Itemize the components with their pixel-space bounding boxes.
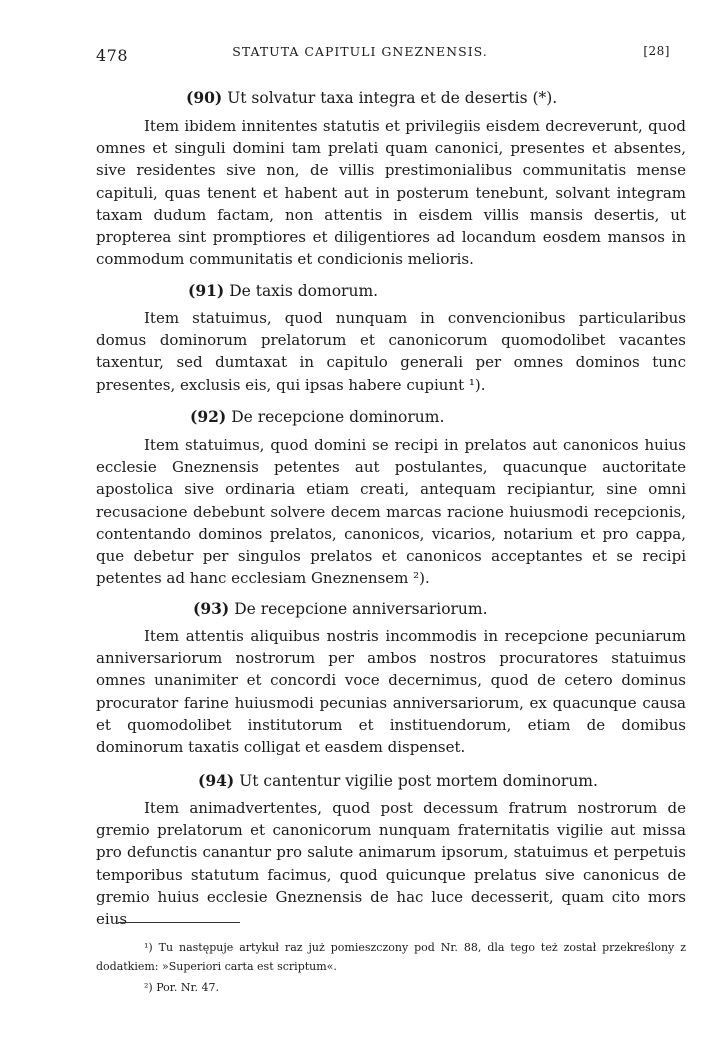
footnote-1: ¹) Tu następuje artykuł raz już pomieszczony pod Nr. 88, dla tego też został przekreślony z dodatkiem: »Superiori carta est scriptum«.	[96, 941, 686, 973]
section-number: (94)	[198, 771, 235, 790]
section-reference: [28]	[643, 44, 670, 58]
section-heading-94	[198, 771, 720, 790]
section-title: De taxis domorum.	[229, 282, 379, 300]
section-text-92: Item statuimus, quod domini se recipi in prelatos aut canonicos huius ecclesie Gneznensis petentes aut postulantes, quacunque auctoritate apostolica sive ordinaria etiam creati, antequam recipiantur, sine omni recusacione debebunt solvere decem marcas racione huiusmodi recepcionis, contentando dominos prelatos, canonicos, vicarios, notarium et pro cappa, que debetur per singulos prelatos et canonicos acceptantes et se recipi petentes ad hanc ecclesiam Gneznensem ²).	[96, 436, 686, 588]
section-text-93: Item attentis aliquibus nostris incommodis in recepcione pecuniarum anniversariorum nostrorum per ambos nostros procuratores statuimus omnes unanimiter et concordi voce decernimus, quod de cetero dominus procurator farine huiusmodi pecunias anniversariorum, ex quacunque causa et quomodolibet institutorum et instituendorum, etiam de domibus dominorum taxatis colligat et easdem dispenset.	[96, 627, 686, 757]
section-title: Ut solvatur taxa integra et de desertis (*).	[227, 89, 558, 107]
footnote-divider	[118, 922, 240, 923]
section-text-94: Item animadvertentes, quod post decessum fratrum nostrorum de gremio prelatorum et canonicorum nunquam fraternitatis vigilie aut missa pro defunctis canantur pro salute animarum ipsorum, statuimus et perpetuis temporibus statutum facimus, quod quicunque prelatus sive canonicus de gremio huius ecclesie Gneznensis de hac luce decesserit, quam cito mors eius	[96, 799, 686, 929]
section-title: De recepcione dominorum.	[231, 408, 445, 426]
section-number: (91)	[188, 281, 225, 300]
footnote-2: ²) Por. Nr. 47.	[144, 981, 219, 994]
running-title: STATUTA CAPITULI GNEZNENSIS.	[232, 44, 488, 59]
section-heading-93	[193, 599, 720, 618]
section-number: (93)	[193, 599, 230, 618]
section-heading-90	[186, 88, 720, 107]
section-title: Ut cantentur vigilie post mortem dominorum.	[239, 772, 598, 790]
section-number: (90)	[186, 88, 223, 107]
section-number: (92)	[190, 407, 227, 426]
page-number: 478	[96, 46, 129, 65]
section-title: De recepcione anniversariorum.	[234, 600, 488, 618]
section-heading-91	[188, 281, 720, 300]
section-text-91: Item statuimus, quod nunquam in convencionibus particularibus domus dominorum prelatorum et canonicorum quomodolibet vacantes taxentur, sed dumtaxat in capitulo generali per omnes dominos tunc presentes, exclusis eis, qui ipsas habere cupiunt ¹).	[96, 309, 686, 394]
section-heading-92	[190, 407, 720, 426]
section-text-90: Item ibidem innitentes statutis et privilegiis eisdem decreverunt, quod omnes et singuli domini tam prelati quam canonici, presentes et absentes, sive residentes sive non, de villis prestimonialibus communitatis mense capituli, quas tenent et habent aut in posterum tenebunt, solvant integram taxam dudum factam, non attentis in eisdem villis mansis desertis, ut propterea sint promptiores et diligentiores ad locandum eosdem mansos in commodum communitatis et condicionis melioris.	[96, 117, 686, 269]
